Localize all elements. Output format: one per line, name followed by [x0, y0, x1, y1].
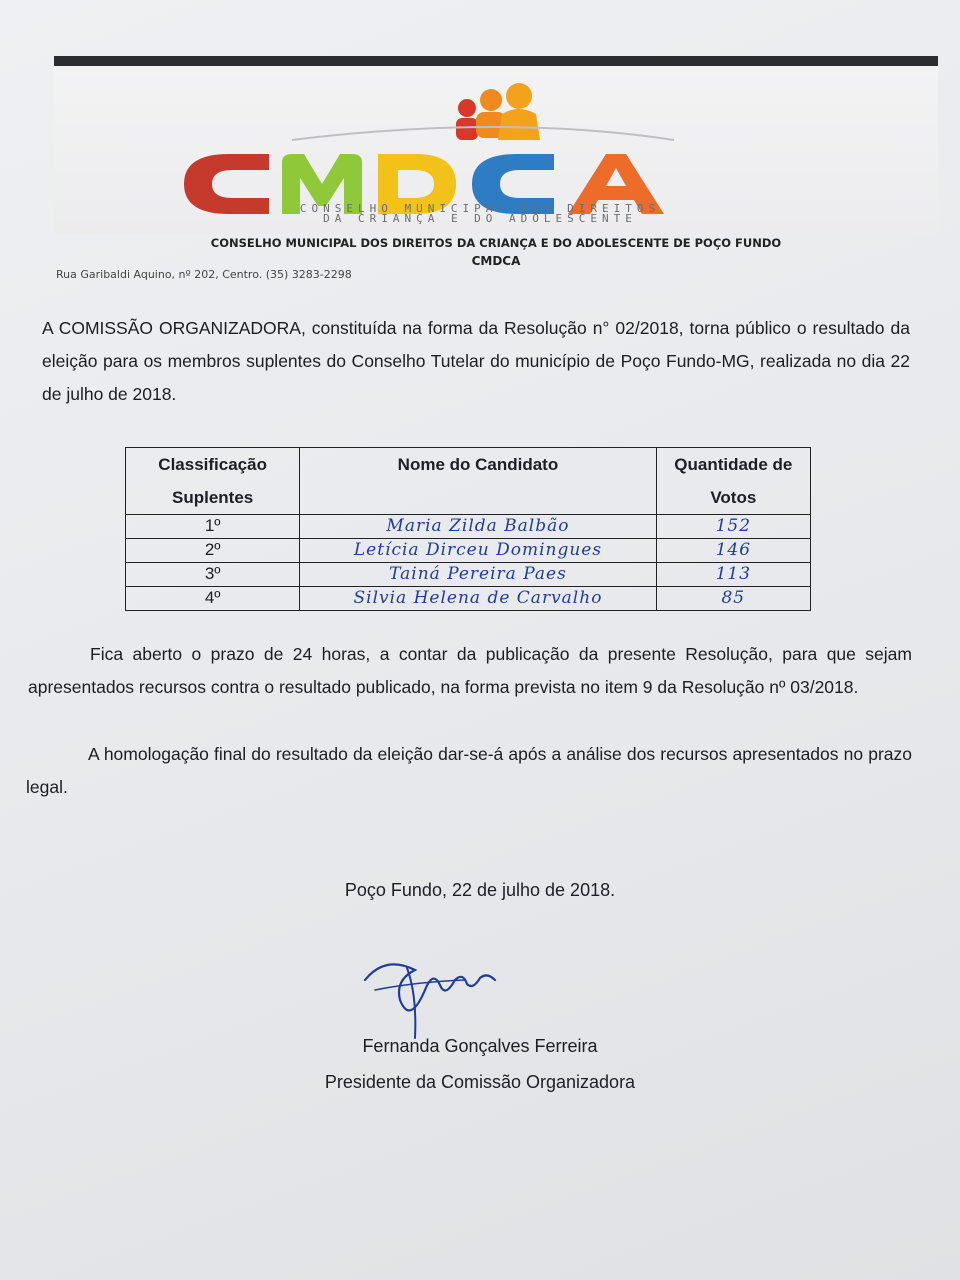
logo-subtitle — [190, 204, 770, 224]
header-classification: Classificação Suplentes — [126, 448, 300, 515]
rank-cell: 3º — [126, 563, 300, 587]
homologation-paragraph: A homologação final do resultado da eleição dar-se-á após a análise dos recursos apresentados no prazo legal. — [26, 744, 912, 797]
signer-title: Presidente da Comissão Organizadora — [324, 1072, 636, 1092]
table-row — [126, 563, 811, 587]
deadline-paragraph: Fica aberto o prazo de 24 horas, a contar da publicação da presente Resolução, para que sejam apresentados recursos contra o resultado publicado, na forma prevista no item 9 da Resolução nº 03/2018. — [28, 644, 912, 697]
votes-cell: 152 — [656, 515, 810, 539]
votes-cell: 113 — [656, 563, 810, 587]
candidate-name-cell: Tainá Pereira Paes — [300, 563, 656, 587]
intro-paragraph: A COMISSÃO ORGANIZADORA, constituída na forma da Resolução n° 02/2018, torna público o resultado da eleição para os membros suplentes do Conselho Tutelar do município de Poço Fundo-MG, realizada no dia 22 de julho de 2018. — [42, 318, 910, 404]
council-acronym: CMDCA — [471, 254, 521, 268]
table-row — [126, 539, 811, 563]
rank-cell: 4º — [126, 587, 300, 611]
signer-name: Fernanda Gonçalves Ferreira — [362, 1036, 598, 1056]
logo-subtitle-line1: CONSELHO MUNICIPAL DOS DIREITOS — [299, 202, 661, 215]
table-row — [126, 515, 811, 539]
header-candidate-name: Nome do Candidato — [300, 448, 656, 515]
logo-subtitle-line2: DA CRIANÇA E DO ADOLESCENTE — [323, 212, 637, 225]
rank-cell: 2º — [126, 539, 300, 563]
handwritten-signature — [355, 950, 515, 1040]
candidate-name-cell: Letícia Dirceu Domingues — [300, 539, 656, 563]
results-table — [125, 447, 811, 611]
votes-cell: 146 — [656, 539, 810, 563]
candidate-name-cell: Maria Zilda Balbão — [300, 515, 656, 539]
table-header-row — [126, 448, 811, 515]
council-name: CONSELHO MUNICIPAL DOS DIREITOS DA CRIANÇA E DO ADOLESCENTE DE POÇO FUNDO — [210, 236, 782, 250]
council-address: Rua Garibaldi Aquino, nº 202, Centro. (35) 3283-2298 — [56, 268, 352, 281]
table-row — [126, 587, 811, 611]
votes-cell: 85 — [656, 587, 810, 611]
candidate-name-cell: Silvia Helena de Carvalho — [300, 587, 656, 611]
date-line: Poço Fundo, 22 de julho de 2018. — [344, 880, 616, 900]
rank-cell: 1º — [126, 515, 300, 539]
header-votes: Quantidade de Votos — [656, 448, 810, 515]
signer-block — [0, 1028, 960, 1100]
